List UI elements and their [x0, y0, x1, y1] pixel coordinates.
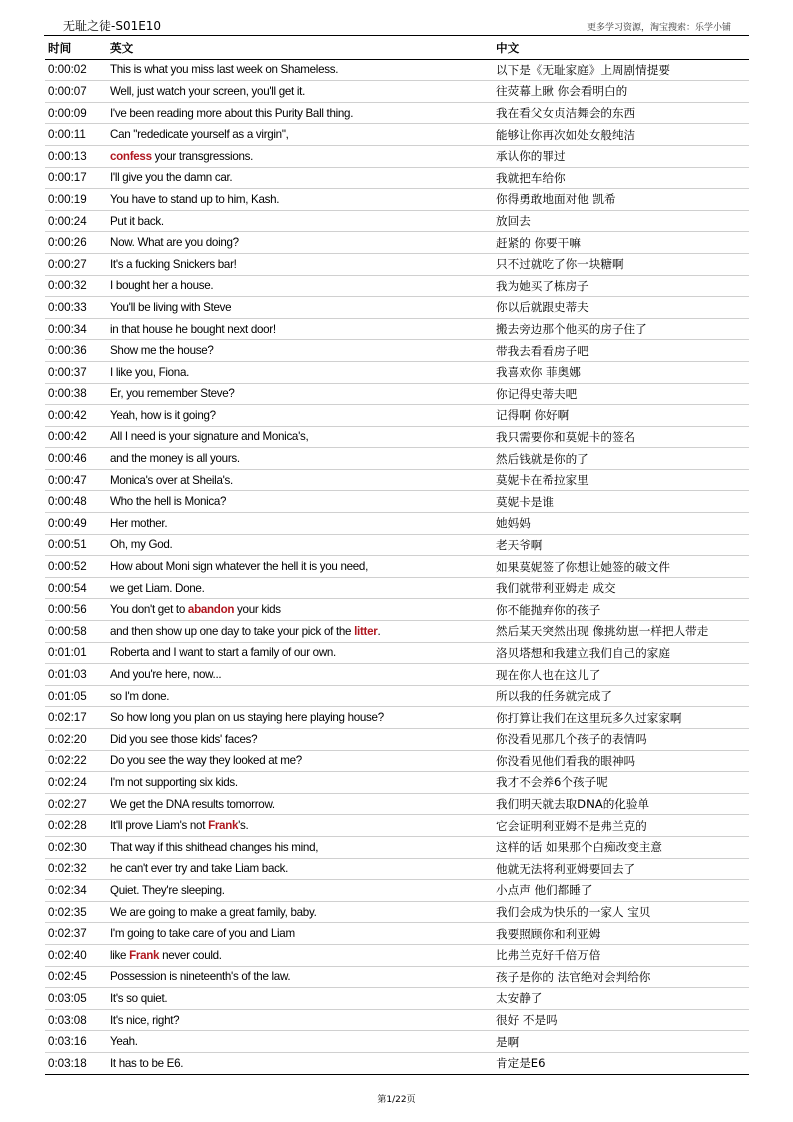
timestamp-cell: 0:00:07 — [45, 81, 107, 103]
chinese-cell: 洛贝塔想和我建立我们自己的家庭 — [493, 642, 749, 664]
timestamp-cell: 0:00:54 — [45, 577, 107, 599]
english-cell — [107, 448, 493, 470]
timestamp-cell: 0:00:11 — [45, 124, 107, 146]
chinese-cell: 如果莫妮签了你想让她签的破文件 — [493, 556, 749, 578]
table-row — [45, 858, 749, 880]
chinese-cell: 这样的话 如果那个白痴改变主意 — [493, 836, 749, 858]
chinese-cell: 现在你人也在这儿了 — [493, 664, 749, 686]
timestamp-cell: 0:00:52 — [45, 556, 107, 578]
english-cell — [107, 426, 493, 448]
timestamp-cell: 0:02:17 — [45, 707, 107, 729]
chinese-cell: 搬去旁边那个他买的房子住了 — [493, 318, 749, 340]
table-row — [45, 772, 749, 794]
chinese-cell: 很好 不是吗 — [493, 1009, 749, 1031]
english-text: It'll prove Liam's not — [110, 819, 209, 833]
timestamp-cell: 0:00:19 — [45, 189, 107, 211]
english-text: That way if this shithead changes his mind, — [110, 840, 319, 854]
english-cell — [107, 1009, 493, 1031]
table-row — [45, 210, 749, 232]
english-text: We get the DNA results tomorrow. — [110, 797, 275, 811]
table-row — [45, 491, 749, 513]
table-row — [45, 988, 749, 1010]
chinese-cell: 我们会成为快乐的一家人 宝贝 — [493, 901, 749, 923]
english-cell — [107, 966, 493, 988]
english-cell — [107, 189, 493, 211]
chinese-cell: 莫妮卡是谁 — [493, 491, 749, 513]
english-cell — [107, 253, 493, 275]
timestamp-cell: 0:00:51 — [45, 534, 107, 556]
chinese-cell: 莫妮卡在希拉家里 — [493, 469, 749, 491]
header-divider — [44, 35, 749, 36]
table-row — [45, 81, 749, 103]
column-header-english: 英文 — [107, 38, 493, 59]
table-row — [45, 923, 749, 945]
chinese-cell: 你以后就跟史蒂夫 — [493, 297, 749, 319]
english-text: your kids — [234, 603, 281, 617]
english-cell — [107, 944, 493, 966]
timestamp-cell: 0:03:16 — [45, 1031, 107, 1053]
table-row — [45, 1052, 749, 1074]
timestamp-cell: 0:00:13 — [45, 145, 107, 167]
subtitle-table — [45, 38, 749, 1075]
chinese-cell: 比弗兰克好千倍万倍 — [493, 944, 749, 966]
timestamp-cell: 0:00:09 — [45, 102, 107, 124]
table-row — [45, 145, 749, 167]
chinese-cell: 所以我的任务就完成了 — [493, 685, 749, 707]
english-text: I bought her a house. — [110, 279, 214, 293]
timestamp-cell: 0:00:47 — [45, 469, 107, 491]
timestamp-cell: 0:00:42 — [45, 426, 107, 448]
english-text: You have to stand up to him, Kash. — [110, 192, 280, 206]
english-text: I'm not supporting six kids. — [110, 775, 238, 789]
timestamp-cell: 0:02:28 — [45, 815, 107, 837]
chinese-cell: 然后某天突然出现 像挑幼崽一样把人带走 — [493, 621, 749, 643]
table-row — [45, 405, 749, 427]
english-cell — [107, 642, 493, 664]
timestamp-cell: 0:01:05 — [45, 685, 107, 707]
table-row — [45, 59, 749, 81]
table-row — [45, 556, 749, 578]
chinese-cell: 承认你的罪过 — [493, 145, 749, 167]
timestamp-cell: 0:00:48 — [45, 491, 107, 513]
english-text: All I need is your signature and Monica's, — [110, 430, 309, 444]
chinese-cell: 孩子是你的 法官绝对会判给你 — [493, 966, 749, 988]
english-cell — [107, 599, 493, 621]
table-row — [45, 232, 749, 254]
english-text: Monica's over at Sheila's. — [110, 473, 233, 487]
timestamp-cell: 0:00:02 — [45, 59, 107, 81]
english-text: Yeah. — [110, 1035, 138, 1049]
table-row — [45, 513, 749, 535]
table-row — [45, 621, 749, 643]
chinese-cell: 能够让你再次如处女般纯洁 — [493, 124, 749, 146]
english-cell — [107, 534, 493, 556]
english-cell — [107, 102, 493, 124]
english-text: in that house he bought next door! — [110, 322, 276, 336]
page-number: 第1/22页 — [377, 1095, 416, 1105]
english-text: I'm going to take care of you and Liam — [110, 927, 295, 941]
timestamp-cell: 0:00:27 — [45, 253, 107, 275]
table-row — [45, 685, 749, 707]
english-cell — [107, 210, 493, 232]
timestamp-cell: 0:01:01 — [45, 642, 107, 664]
chinese-cell: 往荧幕上瞅 你会看明白的 — [493, 81, 749, 103]
english-text: so I'm done. — [110, 689, 170, 703]
english-cell — [107, 340, 493, 362]
english-text: Quiet. They're sleeping. — [110, 883, 225, 897]
english-cell — [107, 232, 493, 254]
chinese-cell: 你没看见他们看我的眼神吗 — [493, 750, 749, 772]
highlighted-word: Frank — [208, 819, 239, 833]
chinese-cell: 然后钱就是你的了 — [493, 448, 749, 470]
english-text: Who the hell is Monica? — [110, 495, 227, 509]
table-row — [45, 729, 749, 751]
table-row — [45, 448, 749, 470]
english-cell — [107, 923, 493, 945]
english-cell — [107, 383, 493, 405]
chinese-cell: 是啊 — [493, 1031, 749, 1053]
english-text: Did you see those kids' faces? — [110, 732, 258, 746]
english-cell — [107, 124, 493, 146]
english-text: And you're here, now... — [110, 668, 222, 682]
english-cell — [107, 577, 493, 599]
table-row — [45, 793, 749, 815]
chinese-cell: 他就无法将利亚姆要回去了 — [493, 858, 749, 880]
table-row — [45, 815, 749, 837]
english-text: Show me the house? — [110, 344, 214, 358]
chinese-cell: 我就把车给你 — [493, 167, 749, 189]
english-text: Can "rededicate yourself as a virgin", — [110, 128, 289, 142]
chinese-cell: 我才不会养6个孩子呢 — [493, 772, 749, 794]
table-row — [45, 318, 749, 340]
timestamp-cell: 0:02:40 — [45, 944, 107, 966]
chinese-cell: 肯定是E6 — [493, 1052, 749, 1074]
table-row — [45, 469, 749, 491]
chinese-cell: 放回去 — [493, 210, 749, 232]
english-text: Roberta and I want to start a family of our own. — [110, 646, 336, 660]
english-text: and the money is all yours. — [110, 452, 240, 466]
timestamp-cell: 0:02:30 — [45, 836, 107, 858]
english-cell — [107, 167, 493, 189]
english-cell — [107, 836, 493, 858]
english-text: I'll give you the damn car. — [110, 171, 233, 185]
chinese-cell: 你得勇敢地面对他 凯希 — [493, 189, 749, 211]
english-cell — [107, 815, 493, 837]
chinese-cell: 我喜欢你 菲奥娜 — [493, 361, 749, 383]
timestamp-cell: 0:00:26 — [45, 232, 107, 254]
chinese-cell: 你记得史蒂夫吧 — [493, 383, 749, 405]
table-row — [45, 167, 749, 189]
column-header-chinese: 中文 — [493, 38, 749, 59]
table-row — [45, 944, 749, 966]
table-row — [45, 664, 749, 686]
timestamp-cell: 0:00:33 — [45, 297, 107, 319]
timestamp-cell: 0:02:37 — [45, 923, 107, 945]
chinese-cell: 你没看见那几个孩子的表情吗 — [493, 729, 749, 751]
english-cell — [107, 988, 493, 1010]
chinese-cell: 我为她买了栋房子 — [493, 275, 749, 297]
timestamp-cell: 0:00:37 — [45, 361, 107, 383]
english-text: This is what you miss last week on Shameless. — [110, 63, 339, 77]
english-cell — [107, 556, 493, 578]
timestamp-cell: 0:02:22 — [45, 750, 107, 772]
english-text: Possession is nineteenth's of the law. — [110, 970, 291, 984]
chinese-cell: 你不能抛弃你的孩子 — [493, 599, 749, 621]
english-cell — [107, 491, 493, 513]
english-text: Well, just watch your screen, you'll get it. — [110, 84, 305, 98]
english-text: So how long you plan on us staying here playing house? — [110, 711, 384, 725]
english-cell — [107, 469, 493, 491]
chinese-cell: 我们就带利亚姆走 成交 — [493, 577, 749, 599]
timestamp-cell: 0:02:35 — [45, 901, 107, 923]
table-row — [45, 124, 749, 146]
table-row — [45, 275, 749, 297]
timestamp-cell: 0:02:27 — [45, 793, 107, 815]
english-cell — [107, 707, 493, 729]
english-cell — [107, 405, 493, 427]
table-row — [45, 642, 749, 664]
timestamp-cell: 0:02:32 — [45, 858, 107, 880]
english-cell — [107, 664, 493, 686]
english-text: your transgressions. — [151, 149, 254, 163]
english-cell — [107, 901, 493, 923]
english-text: Do you see the way they looked at me? — [110, 754, 302, 768]
timestamp-cell: 0:02:24 — [45, 772, 107, 794]
timestamp-cell: 0:00:32 — [45, 275, 107, 297]
highlighted-word: Frank — [129, 948, 160, 962]
chinese-cell: 记得啊 你好啊 — [493, 405, 749, 427]
english-cell — [107, 361, 493, 383]
english-cell — [107, 793, 493, 815]
column-header-time: 时间 — [45, 38, 107, 59]
english-cell — [107, 318, 493, 340]
english-cell — [107, 621, 493, 643]
timestamp-cell: 0:02:45 — [45, 966, 107, 988]
chinese-cell: 我们明天就去取DNA的化验单 — [493, 793, 749, 815]
table-row — [45, 750, 749, 772]
english-text: You don't get to — [110, 603, 188, 617]
english-cell — [107, 772, 493, 794]
timestamp-cell: 0:00:24 — [45, 210, 107, 232]
table-row — [45, 253, 749, 275]
english-text: we get Liam. Done. — [110, 581, 205, 595]
table-row — [45, 102, 749, 124]
table-row — [45, 599, 749, 621]
timestamp-cell: 0:00:36 — [45, 340, 107, 362]
english-cell — [107, 297, 493, 319]
english-cell — [107, 685, 493, 707]
table-row — [45, 340, 749, 362]
timestamp-cell: 0:03:05 — [45, 988, 107, 1010]
english-cell — [107, 275, 493, 297]
timestamp-cell: 0:03:18 — [45, 1052, 107, 1074]
chinese-cell: 我只需要你和莫妮卡的签名 — [493, 426, 749, 448]
english-text: . — [377, 624, 381, 638]
english-cell — [107, 1031, 493, 1053]
english-text: It's nice, right? — [110, 1013, 180, 1027]
english-text: I like you, Fiona. — [110, 365, 190, 379]
english-cell — [107, 750, 493, 772]
table-row — [45, 426, 749, 448]
english-text: We are going to make a great family, baby. — [110, 905, 317, 919]
chinese-cell: 带我去看看房子吧 — [493, 340, 749, 362]
table-header-row — [45, 38, 749, 59]
english-cell — [107, 729, 493, 751]
document-title: 无耻之徒-S01E10 — [63, 19, 162, 33]
timestamp-cell: 0:00:34 — [45, 318, 107, 340]
chinese-cell: 你打算让我们在这里玩多久过家家啊 — [493, 707, 749, 729]
english-cell — [107, 880, 493, 902]
english-cell — [107, 59, 493, 81]
chinese-cell: 太安静了 — [493, 988, 749, 1010]
english-text: he can't ever try and take Liam back. — [110, 862, 289, 876]
chinese-cell: 老天爷啊 — [493, 534, 749, 556]
english-text: Put it back. — [110, 214, 164, 228]
table-row — [45, 1031, 749, 1053]
english-text: Now. What are you doing? — [110, 236, 239, 250]
table-row — [45, 901, 749, 923]
english-cell — [107, 145, 493, 167]
table-row — [45, 383, 749, 405]
timestamp-cell: 0:00:46 — [45, 448, 107, 470]
chinese-cell: 她妈妈 — [493, 513, 749, 535]
english-text: Her mother. — [110, 516, 168, 530]
subtitle-rows — [45, 59, 749, 1074]
english-text: like — [110, 948, 130, 962]
english-text: It has to be E6. — [110, 1056, 184, 1070]
table-row — [45, 1009, 749, 1031]
chinese-cell: 以下是《无耻家庭》上周剧情提要 — [493, 59, 749, 81]
timestamp-cell: 0:00:38 — [45, 383, 107, 405]
table-row — [45, 189, 749, 211]
timestamp-cell: 0:00:17 — [45, 167, 107, 189]
english-text: It's a fucking Snickers bar! — [110, 257, 237, 271]
english-cell — [107, 513, 493, 535]
table-row — [45, 361, 749, 383]
table-row — [45, 880, 749, 902]
timestamp-cell: 0:03:08 — [45, 1009, 107, 1031]
timestamp-cell: 0:01:03 — [45, 664, 107, 686]
english-cell — [107, 81, 493, 103]
english-text: Yeah, how is it going? — [110, 408, 216, 422]
table-row — [45, 297, 749, 319]
english-cell — [107, 858, 493, 880]
table-row — [45, 836, 749, 858]
english-text: never could. — [159, 948, 222, 962]
timestamp-cell: 0:00:58 — [45, 621, 107, 643]
chinese-cell: 赶紧的 你要干嘛 — [493, 232, 749, 254]
timestamp-cell: 0:00:49 — [45, 513, 107, 535]
english-text: and then show up one day to take your pick of the — [110, 624, 355, 638]
highlighted-word: confess — [110, 149, 152, 163]
chinese-cell: 我在看父女贞洁舞会的东西 — [493, 102, 749, 124]
chinese-cell: 只不过就吃了你一块糖啊 — [493, 253, 749, 275]
chinese-cell: 我要照顾你和利亚姆 — [493, 923, 749, 945]
highlighted-word: abandon — [187, 603, 235, 617]
english-text: You'll be living with Steve — [110, 300, 232, 314]
timestamp-cell: 0:02:34 — [45, 880, 107, 902]
chinese-cell: 小点声 他们都睡了 — [493, 880, 749, 902]
table-row — [45, 966, 749, 988]
promo-text: 更多学习资源，淘宝搜索：乐学小铺 — [586, 23, 731, 33]
english-text: Oh, my God. — [110, 538, 173, 552]
english-text: 's. — [238, 819, 249, 833]
english-text: Er, you remember Steve? — [110, 387, 235, 401]
table-row — [45, 707, 749, 729]
english-text: How about Moni sign whatever the hell it is you need, — [110, 560, 368, 574]
chinese-cell: 它会证明利亚姆不是弗兰克的 — [493, 815, 749, 837]
english-text: I've been reading more about this Purity Ball thing. — [110, 106, 354, 120]
timestamp-cell: 0:00:56 — [45, 599, 107, 621]
timestamp-cell: 0:00:42 — [45, 405, 107, 427]
table-row — [45, 577, 749, 599]
timestamp-cell: 0:02:20 — [45, 729, 107, 751]
table-row — [45, 534, 749, 556]
english-cell — [107, 1052, 493, 1074]
english-text: It's so quiet. — [110, 991, 168, 1005]
highlighted-word: litter — [354, 624, 378, 638]
